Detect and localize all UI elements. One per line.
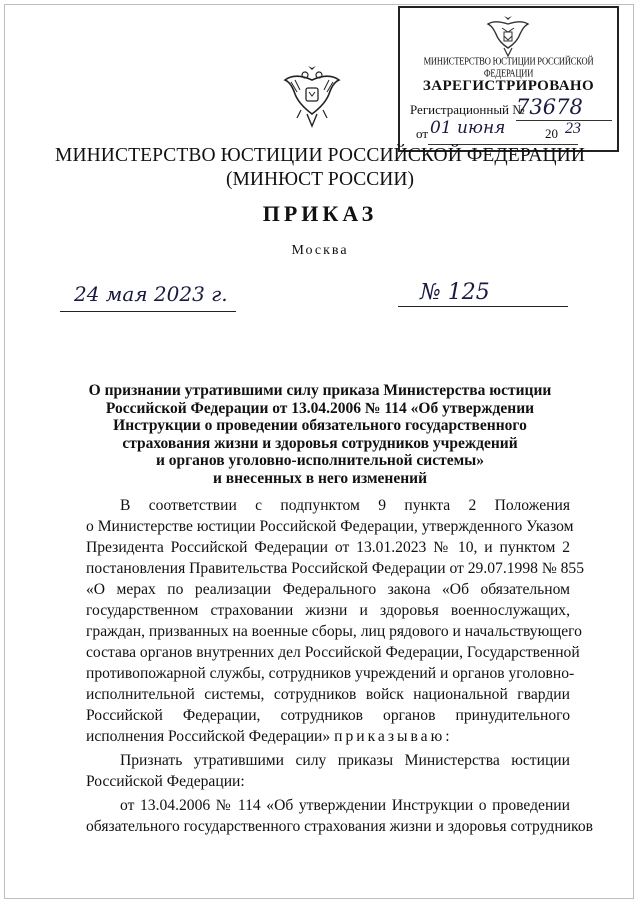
registration-stamp [398,6,619,152]
order-word: приказываю: [334,728,453,745]
stamp-date-label: от [416,126,429,141]
body-line: противопожарной службы, сотрудников учреждений и органов уголовно- [86,665,575,682]
body-line: исполнительной системы, сотрудников войск национальной гвардии [86,686,570,703]
stamp-date-value: 01 июня [430,118,506,138]
body-line: состава органов внутренних дел Российской Федерации, Государственной [86,644,580,661]
ministry-name: МИНИСТЕРСТВО ЮСТИЦИИ РОССИЙСКОЙ ФЕДЕРАЦИИ [55,145,585,166]
order-title [70,382,570,488]
title-line: и внесенных в него изменений [212,469,428,487]
stamp-year-handwritten: 23 [565,120,581,137]
date-underline [60,311,236,312]
body-line: о Министерстве юстиции Российской Федерации, утвержденного Указом [86,518,574,535]
body-line: Президента Российской Федерации от 13.01.2023 № 10, и пунктом 2 [86,539,570,556]
body-line: граждан, призванных на военные сборы, лиц рядового и начальствующего [86,623,582,640]
coat-of-arms-icon [281,66,343,128]
stamp-year-label: 20 [545,126,558,141]
number-underline [398,306,568,307]
stamp-registered-text: ЗАРЕГИСТРИРОВАНО [422,78,595,94]
ministry-short-name: (МИНЮСТ РОССИИ) [226,169,414,190]
order-number: № 125 [420,280,490,305]
title-line: и органов уголовно-исполнительной системы» [155,452,485,470]
title-line: О признании утратившими силу приказа Министерства юстиции [88,382,552,399]
body-line [86,728,570,746]
body-line: Российской Федерации: [86,773,245,790]
stamp-reg-number: 73678 [516,95,583,119]
body-text: исполнения Российской Федерации» [86,728,331,745]
document-type: ПРИКАЗ [262,201,378,226]
body-line: Признать утратившими силу приказы Министерства юстиции [120,752,570,769]
body-line: государственном страховании жизни и здоровья военнослужащих, [86,602,570,619]
body-line: Российской Федерации, сотрудников органов принудительного [86,707,570,724]
title-line: Российской Федерации от 13.04.2006 № 114 «Об утверждении [105,399,535,417]
body-line: обязательного государственного страхования жизни и здоровья сотрудников [86,818,593,835]
stamp-number-underline [516,120,612,121]
body-line: «О мерах по реализации Федерального закона «Об обязательном [86,581,570,598]
stamp-reg-label: Регистрационный № [410,102,525,117]
title-line: Инструкции о проведении обязательного государственного [113,417,527,435]
city: Москва [291,243,349,258]
body-line: от 13.04.2006 № 114 «Об утверждении Инструкции о проведении [120,797,570,814]
stamp-ministry-text: МИНИСТЕРСТВО ЮСТИЦИИ РОССИЙСКОЙ ФЕДЕРАЦИИ [423,55,594,79]
body-line: В соответствии с подпунктом 9 пункта 2 Положения [120,497,570,514]
body-line: постановления Правительства Российской Федерации от 29.07.1998 № 855 [86,560,585,577]
title-line: страхования жизни и здоровья сотрудников учреждений [122,434,518,452]
order-date: 24 мая 2023 г. [74,282,228,306]
stamp-eagle-emblem-icon [484,14,532,58]
